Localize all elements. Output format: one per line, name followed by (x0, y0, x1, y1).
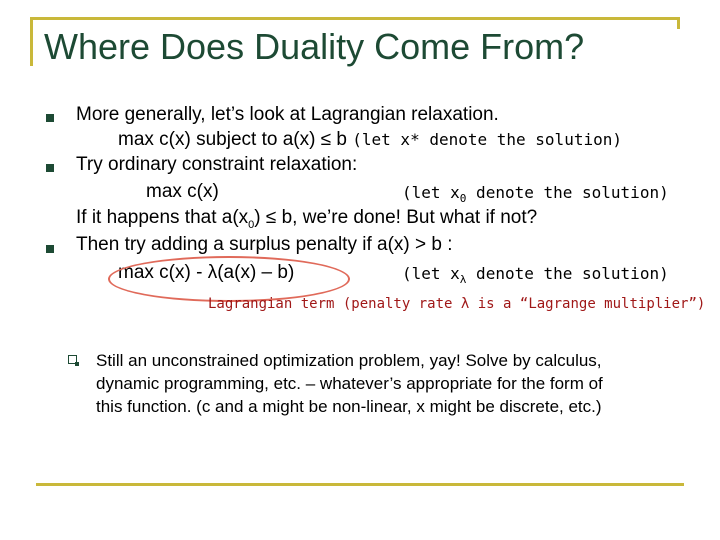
bullet-marker-1 (46, 114, 54, 122)
bullet-2-math: max c(x) (146, 181, 219, 202)
bullet-2-follow-sub: 0 (248, 218, 255, 231)
bullet-3-note-post: denote the solution) (466, 264, 669, 283)
bullet-3-math-post: (a(x) – b) (217, 262, 295, 283)
bullet-2-text: Try ordinary constraint relaxation: (76, 154, 358, 175)
bullet-1-text: More generally, let’s look at Lagrangian relaxation. (76, 104, 499, 125)
bullet-3-text: Then try adding a surplus penalty if a(x) > b : (76, 234, 453, 255)
bullet-3-math-pre: max c(x) - (118, 262, 208, 283)
lagrangian-caption (208, 296, 705, 312)
bullet-marker-3 (46, 245, 54, 253)
bullet-1-note: (let x* denote the solution) (352, 130, 622, 149)
frame-left-rule (30, 20, 33, 66)
bullet-1-math: max c(x) subject to a(x) ≤ b (118, 129, 347, 150)
lambda-symbol: λ (207, 262, 218, 283)
bullet-2-follow-pre: If it happens that a(x (76, 207, 249, 228)
bullet-2-note (402, 183, 669, 205)
bullet-3-note-sub: λ (459, 273, 467, 287)
bullet-3-note-pre: (let x (402, 264, 460, 283)
bullet-1-subline (118, 129, 622, 151)
bullet-2-note-sub: 0 (459, 192, 467, 206)
caption-lambda: λ (460, 296, 470, 312)
bullet-2-note-post: denote the solution) (466, 183, 669, 202)
sub-bullet-marker (68, 355, 77, 364)
caption-pre: Lagrangian term (penalty rate (208, 296, 461, 312)
sub-bullet-line-1: Still an unconstrained optimization problem, yay! Solve by calculus, (96, 351, 602, 370)
frame-top-rule (30, 17, 678, 20)
caption-post: is a “Lagrange multiplier”) (469, 296, 706, 312)
sub-bullet-line-2: dynamic programming, etc. – whatever’s appropriate for the form of (96, 374, 603, 393)
bottom-rule (36, 483, 684, 486)
bullet-2-note-pre: (let x (402, 183, 460, 202)
bullet-2-follow-post: ) ≤ b, we’re done! But what if not? (254, 207, 538, 228)
bullet-3-note (402, 264, 669, 286)
slide-title: Where Does Duality Come From? (44, 26, 585, 67)
sub-bullet-line-3: this function. (c and a might be non-linear, x might be discrete, etc.) (96, 397, 602, 416)
frame-right-rule (677, 17, 680, 29)
bullet-2-follow (76, 207, 537, 231)
bullet-marker-2 (46, 164, 54, 172)
